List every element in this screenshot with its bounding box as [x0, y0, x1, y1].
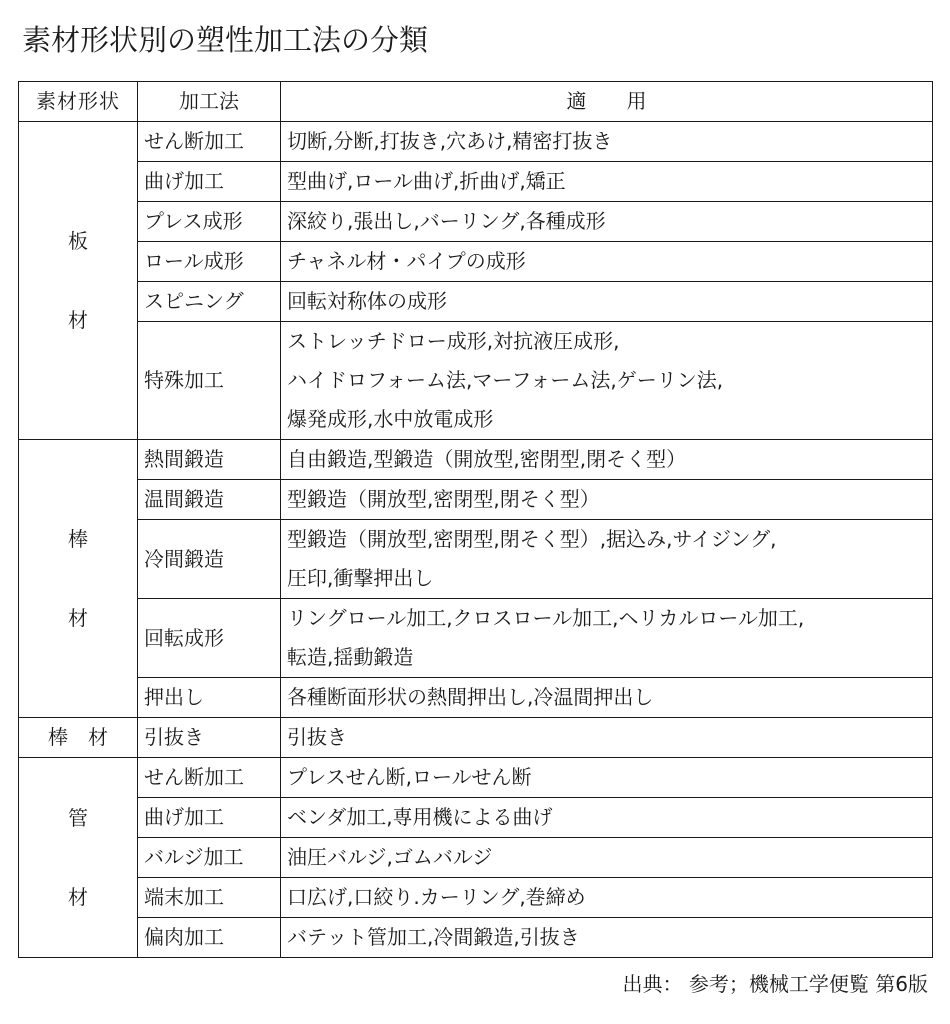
shape-char: 板 — [68, 228, 88, 253]
header-shape: 素材形状 — [19, 82, 138, 122]
method-cell: 偏肉加工 — [138, 918, 281, 958]
shape-cell-tube — [19, 758, 138, 958]
application-cell: 回転対称体の成形 — [281, 282, 933, 322]
method-cell: 特殊加工 — [138, 322, 281, 440]
application-cell: 型鍛造（開放型,密閉型,閉そく型）,据込み,サイジング, 圧印,衝撃押出し — [281, 520, 933, 599]
application-cell: 型曲げ,ロール曲げ,折曲げ,矯正 — [281, 162, 933, 202]
table-row — [19, 162, 933, 202]
method-cell: 曲げ加工 — [138, 798, 281, 838]
shape-char: 棒 材 — [48, 725, 108, 749]
method-cell: 引抜き — [138, 718, 281, 758]
application-cell: 油圧バルジ,ゴムバルジ — [281, 838, 933, 878]
method-cell: 回転成形 — [138, 599, 281, 678]
shape-cell-rod — [19, 718, 138, 758]
table-row — [19, 798, 933, 838]
table-row — [19, 202, 933, 242]
table-row — [19, 718, 933, 758]
method-cell: 端末加工 — [138, 878, 281, 918]
method-cell: せん断加工 — [138, 122, 281, 162]
application-cell: 深絞り,張出し,バーリング,各種成形 — [281, 202, 933, 242]
method-cell: 熱間鍛造 — [138, 440, 281, 480]
table-row — [19, 878, 933, 918]
table-row — [19, 758, 933, 798]
method-cell: プレス成形 — [138, 202, 281, 242]
method-cell: ロール成形 — [138, 242, 281, 282]
method-cell: スピニング — [138, 282, 281, 322]
table-row — [19, 282, 933, 322]
method-cell: 曲げ加工 — [138, 162, 281, 202]
shape-char: 材 — [68, 307, 88, 332]
method-cell: 冷間鍛造 — [138, 520, 281, 599]
application-cell: ストレッチドロー成形,対抗液圧成形, ハイドロフォーム法,マーフォーム法,ゲーリン法, 爆発成形,水中放電成形 — [281, 322, 933, 440]
header-method: 加工法 — [138, 82, 281, 122]
method-cell: 押出し — [138, 678, 281, 718]
shape-char: 材 — [68, 884, 88, 909]
application-cell: 各種断面形状の熱間押出し,冷温間押出し — [281, 678, 933, 718]
shape-cell-plate — [19, 122, 138, 440]
shape-char: 棒 — [68, 526, 88, 551]
header-row — [19, 82, 933, 122]
table-row — [19, 122, 933, 162]
application-cell: 型鍛造（開放型,密閉型,閉そく型） — [281, 480, 933, 520]
shape-cell-bar — [19, 440, 138, 718]
table-row — [19, 480, 933, 520]
application-cell: ベンダ加工,専用機による曲げ — [281, 798, 933, 838]
application-cell: 切断,分断,打抜き,穴あけ,精密打抜き — [281, 122, 933, 162]
application-cell: チャネル材・パイプの成形 — [281, 242, 933, 282]
classification-table — [18, 81, 933, 958]
table-row — [19, 599, 933, 678]
shape-char: 材 — [68, 605, 88, 630]
table-row — [19, 242, 933, 282]
method-cell: 温間鍛造 — [138, 480, 281, 520]
table-row — [19, 838, 933, 878]
application-cell: バテット管加工,冷間鍛造,引抜き — [281, 918, 933, 958]
header-application: 適 用 — [281, 82, 933, 122]
application-cell: 口広げ,口絞り.カーリング,巻締め — [281, 878, 933, 918]
method-cell: バルジ加工 — [138, 838, 281, 878]
table-row — [19, 440, 933, 480]
method-cell: せん断加工 — [138, 758, 281, 798]
table-row — [19, 322, 933, 440]
application-cell: リングロール加工,クロスロール加工,ヘリカルロール加工, 転造,揺動鍛造 — [281, 599, 933, 678]
table-row — [19, 520, 933, 599]
application-cell: 引抜き — [281, 718, 933, 758]
shape-char: 管 — [68, 805, 88, 830]
application-cell: 自由鍛造,型鍛造（開放型,密閉型,閉そく型） — [281, 440, 933, 480]
source-citation: 出典： 参考；機械工学便覧 第6版 — [622, 972, 928, 996]
table-row — [19, 678, 933, 718]
application-cell: プレスせん断,ロールせん断 — [281, 758, 933, 798]
table-row — [19, 918, 933, 958]
page-title: 素材形状別の塑性加工法の分類 — [22, 23, 429, 57]
